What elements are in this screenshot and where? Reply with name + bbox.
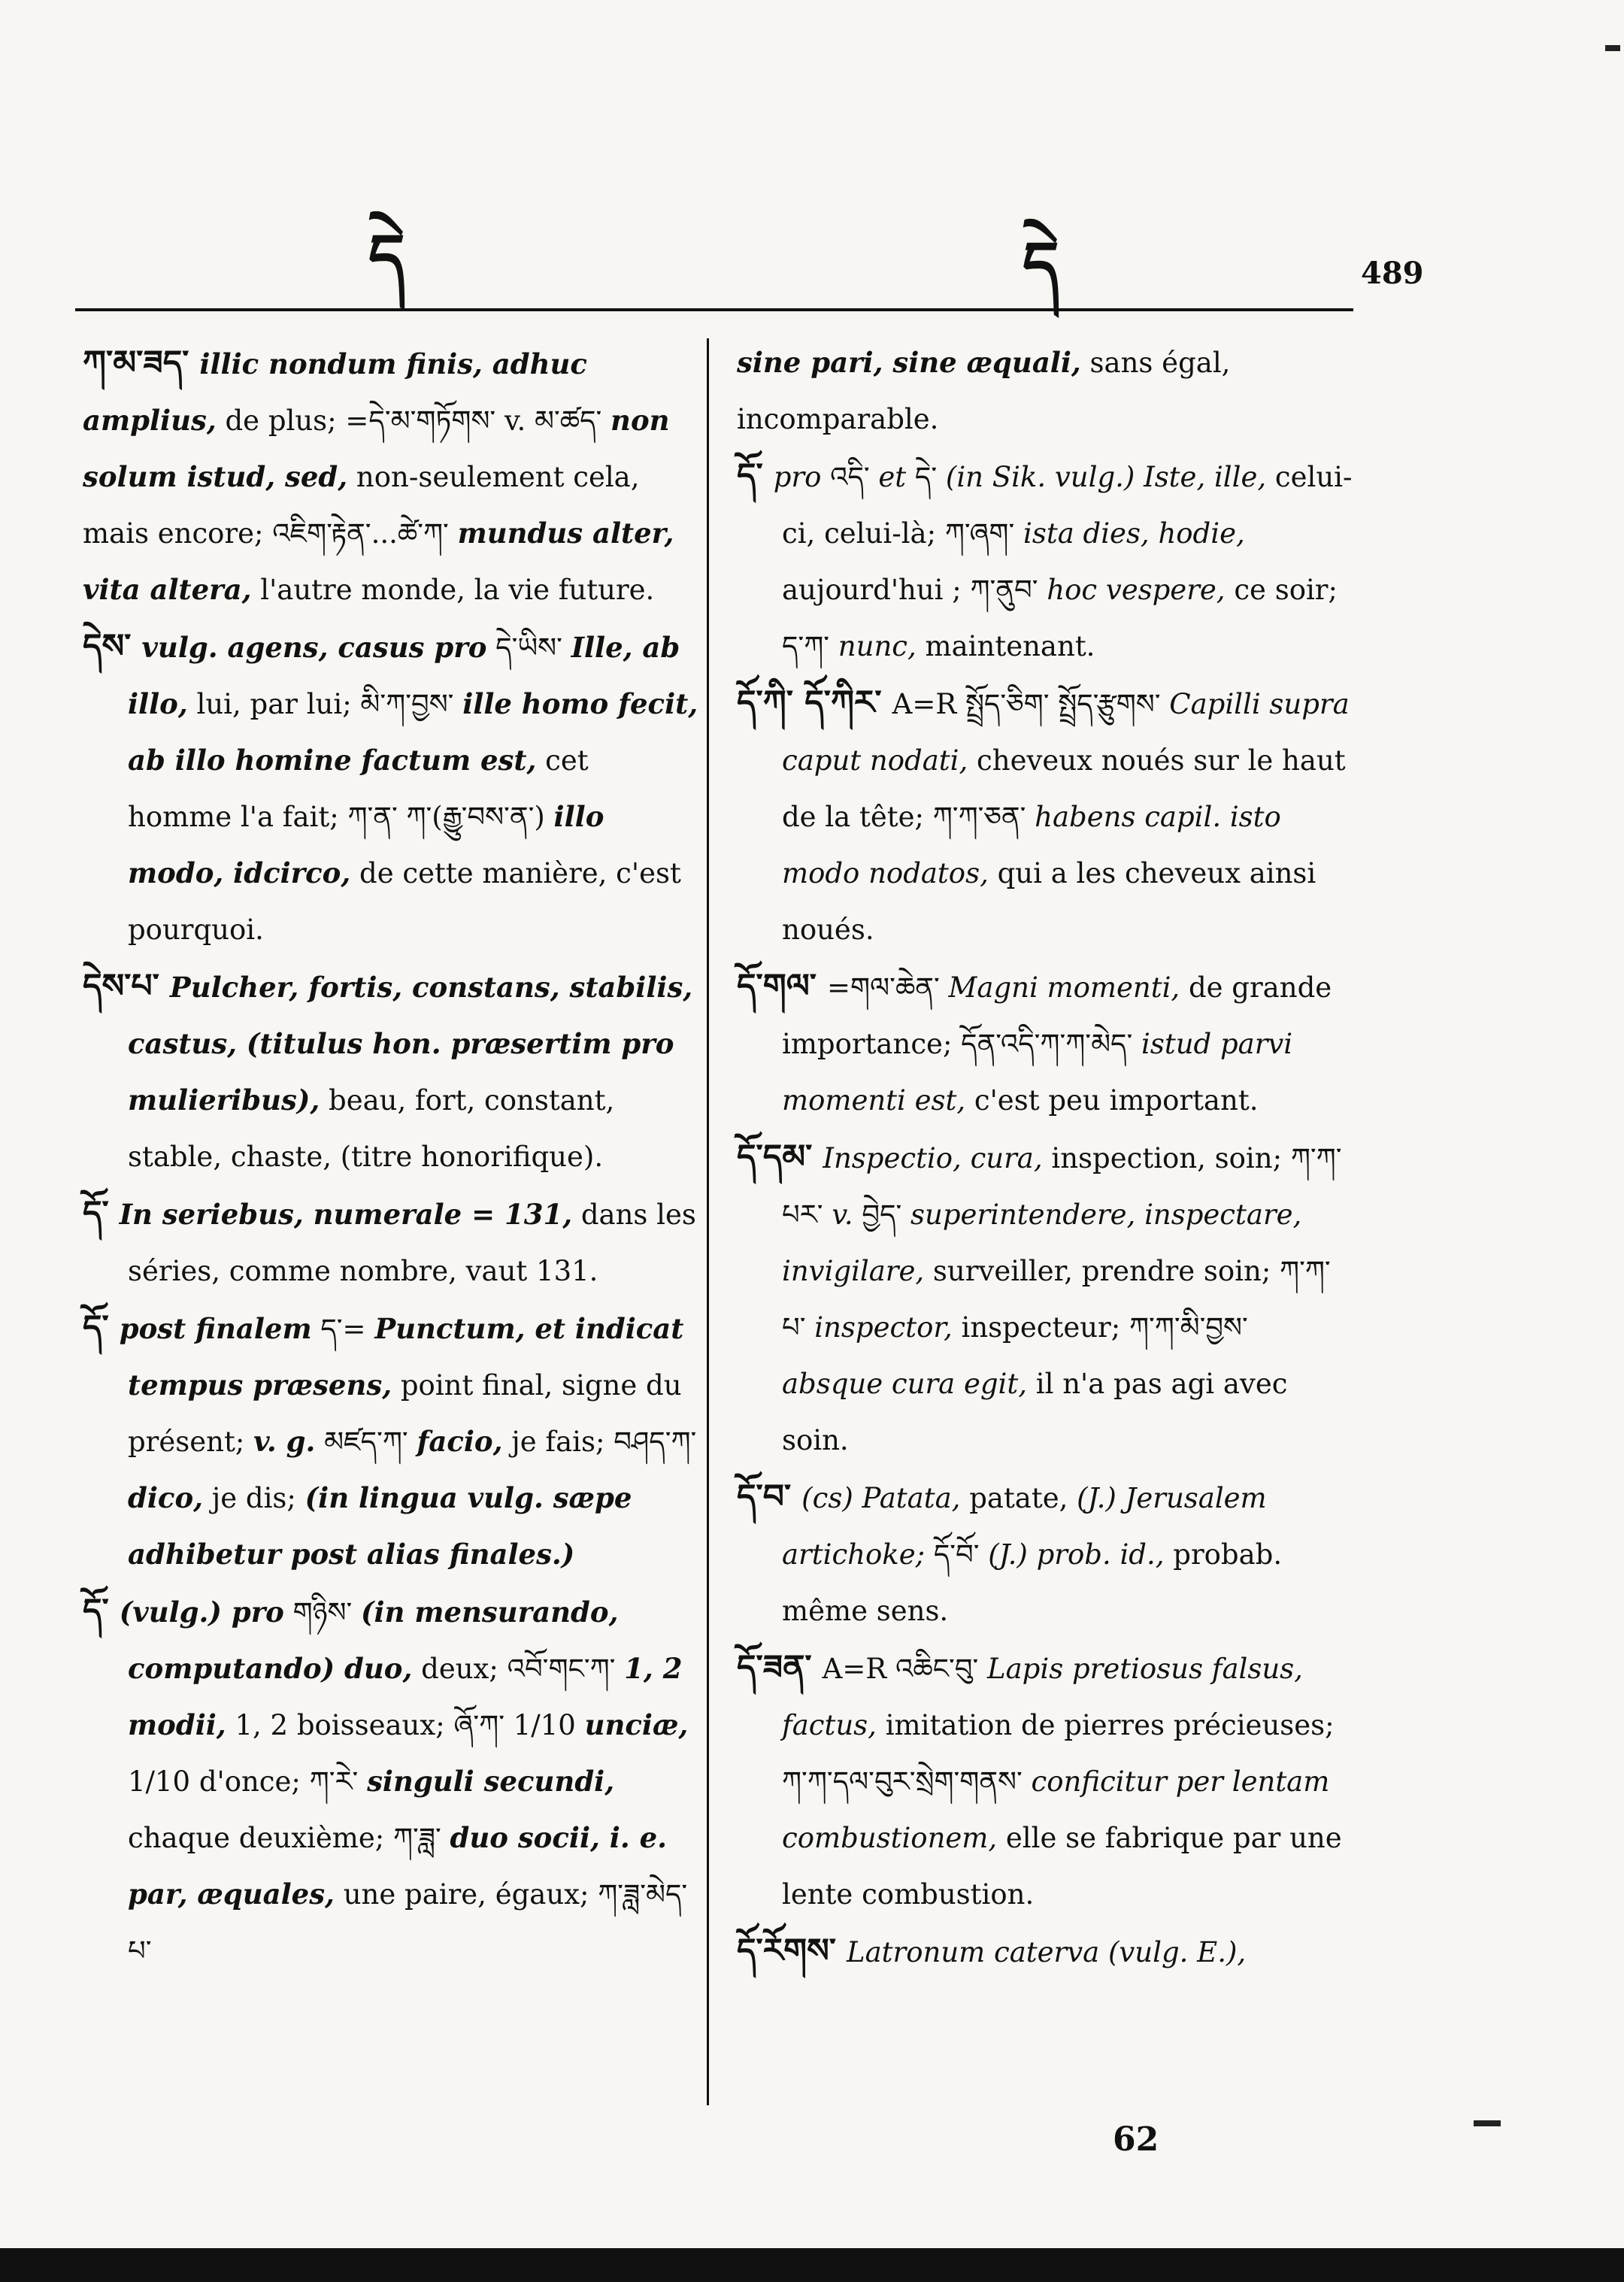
headword: དོ་ཀི་ དོ་ཀིར་	[737, 683, 882, 722]
french-gloss: དེ་ཡིས་	[486, 632, 571, 664]
french-gloss: མཛད་ཀ་	[315, 1426, 417, 1458]
dictionary-entry	[737, 1923, 1353, 1980]
margin-mark	[1474, 2120, 1501, 2126]
latin-gloss: post finalem	[119, 1312, 312, 1345]
latin-gloss: (J.) prob. id.,	[988, 1538, 1165, 1571]
latin-gloss: Capilli supra caput nodati,	[782, 688, 1350, 777]
headword: དེས་	[83, 627, 132, 665]
french-gloss: lui, par lui; མི་ཀ་བྱས་	[187, 688, 463, 720]
latin-gloss: sine pari, sine æquali,	[737, 346, 1081, 379]
dictionary-entry	[737, 958, 1353, 1129]
latin-gloss: Lapis pretiosus falsus, factus,	[782, 1653, 1303, 1741]
french-gloss: surveiller, prendre soin; ཀ་ཀ་པ་	[782, 1255, 1331, 1344]
headword: དོ་	[83, 1194, 109, 1232]
french-gloss: je fais; བཤད་ཀ་	[502, 1426, 697, 1458]
latin-gloss: Pulcher, fortis, constans, stabilis, castus, (titulus hon. præsertim pro mulieribus),	[128, 971, 693, 1117]
headword: དོ་དམ་	[737, 1138, 813, 1176]
french-gloss: A=R འཆིང་བུ་	[822, 1653, 988, 1685]
headword: དེས་པ་	[83, 967, 159, 1005]
french-gloss: je dis;	[203, 1482, 305, 1514]
french-gloss: aujourd'hui ; ཀ་ནུབ་	[782, 574, 1047, 606]
french-gloss: cheveux noués sur le haut de la tête; ཀ་ཀ་ཅན་	[782, 744, 1346, 833]
latin-gloss: non solum istud, sed,	[83, 404, 670, 493]
headword: དོ་	[737, 456, 763, 495]
dictionary-entry	[83, 1583, 699, 1979]
latin-gloss: v.	[832, 1199, 853, 1231]
latin-gloss: hoc vespere,	[1047, 574, 1226, 606]
latin-gloss: Magni momenti,	[948, 971, 1180, 1004]
latin-gloss: et	[878, 461, 907, 493]
headword: དོ་བ་	[737, 1477, 792, 1516]
latin-gloss: facio,	[417, 1425, 503, 1458]
french-gloss: beau, fort, constant, stable, chaste, (titre honorifique).	[128, 1084, 615, 1173]
latin-gloss: illic nondum finis, adhuc amplius,	[83, 347, 587, 437]
french-gloss: ད་=	[311, 1313, 375, 1345]
latin-gloss: pro	[773, 461, 822, 493]
latin-gloss: mundus alter, vita altera,	[83, 517, 674, 606]
french-gloss: inspection, soin; ཀ་ཀ་པར་	[782, 1142, 1342, 1231]
french-gloss: l'autre monde, la vie future.	[251, 574, 655, 606]
latin-gloss: 1, 2 modii,	[128, 1652, 683, 1741]
continued-entry	[83, 335, 699, 618]
latin-gloss: Latronum caterva (vulg. E.),	[847, 1936, 1247, 1968]
dictionary-entry	[737, 447, 1353, 674]
folio: 62	[1113, 2120, 1159, 2159]
latin-gloss: v. g.	[253, 1425, 316, 1458]
french-gloss: A=R སྤྲོད་ཅིག་ སྤྲོད་རྩུགས་	[892, 688, 1170, 720]
dictionary-entry	[83, 618, 699, 958]
french-gloss: དོ་བོ་	[925, 1538, 989, 1571]
french-gloss: elle se fabrique par une lente combustion.	[782, 1822, 1342, 1911]
latin-gloss: illo modo, idcirco,	[128, 800, 604, 889]
latin-gloss: absque cura egit,	[782, 1368, 1028, 1400]
latin-gloss: Punctum, et indicat tempus præsens,	[128, 1312, 684, 1402]
french-gloss: de grande importance; དོན་འདི་ཀ་ཀ་མེད་	[782, 971, 1332, 1060]
latin-gloss: istud parvi momenti est,	[782, 1028, 1293, 1117]
right-column	[737, 335, 1353, 1980]
latin-gloss: (in Sik. vulg.) Iste, ille,	[945, 461, 1267, 493]
french-gloss: བྱེད་	[853, 1199, 911, 1231]
french-gloss: འདི་	[821, 461, 879, 493]
latin-gloss: (cs) Patata,	[801, 1482, 961, 1514]
latin-gloss: Inspectio, cura,	[823, 1142, 1043, 1174]
latin-gloss: singuli secundi,	[367, 1765, 615, 1798]
french-gloss: une paire, égaux; ཀ་ཟླ་མེད་པ་	[128, 1878, 688, 1967]
left-running-head: དེ	[368, 220, 405, 294]
french-gloss: de cette manière, c'est pourquoi.	[128, 857, 681, 946]
french-gloss: cet homme l'a fait; ཀ་ན་ ཀ་(རྒྱུ་བས་ན་)	[128, 744, 589, 833]
french-gloss: il n'a pas agi avec soin.	[782, 1368, 1288, 1456]
french-gloss: non-seulement cela, mais encore; འཇིག་རྟེན་...ཚེ་ཀ་	[83, 461, 640, 550]
dictionary-entry	[83, 1299, 699, 1583]
latin-gloss: vulg. agens, casus pro	[141, 631, 487, 664]
french-gloss: chaque deuxième; ཀ་ཟླ་	[128, 1822, 450, 1854]
latin-gloss: (vulg.) pro	[119, 1596, 284, 1629]
continued-entry	[737, 335, 1353, 447]
latin-gloss: dico,	[128, 1481, 204, 1514]
latin-gloss: unciæ,	[584, 1708, 689, 1741]
french-gloss: de plus; =དེ་མ་གཏོགས་ v. མ་ཚད་	[216, 405, 611, 437]
headword: དོ་རོགས་	[737, 1932, 837, 1970]
latin-gloss: (in mensurando, computando) duo,	[128, 1596, 619, 1685]
dictionary-entry	[83, 1185, 699, 1299]
french-gloss: celui-ci, celui-là; ཀ་ཞག་	[782, 461, 1353, 550]
latin-gloss: Ille, ab illo,	[128, 631, 680, 720]
headword: ཀ་མ་ཟད་	[83, 344, 189, 382]
latin-gloss: ista dies, hodie,	[1023, 517, 1245, 550]
latin-gloss: superintendere, inspectare, invigilare,	[782, 1199, 1302, 1287]
page-number: 489	[1361, 256, 1424, 291]
french-gloss: ce soir; ད་ཀ་	[782, 574, 1338, 662]
headword: དོ་	[83, 1592, 109, 1630]
left-column	[83, 335, 699, 1979]
french-gloss: dans les séries, comme nombre, vaut 131.	[128, 1199, 696, 1287]
latin-gloss: conficitur per lentam combustionem,	[782, 1765, 1330, 1854]
french-gloss: patate,	[960, 1482, 1077, 1514]
french-gloss: 1/10 d'once; ཀ་རེ་	[128, 1765, 368, 1798]
header-rule	[75, 308, 1353, 311]
latin-gloss: (J.) Jerusalem artichoke;	[782, 1482, 1267, 1571]
headword: དོ་	[83, 1308, 109, 1347]
french-gloss: deux; འབོ་གང་ཀ་	[412, 1653, 625, 1685]
headword: དོ་གལ་	[737, 967, 817, 1005]
latin-gloss: nunc,	[838, 630, 917, 662]
french-gloss: probab. même sens.	[782, 1538, 1283, 1627]
dictionary-entry	[83, 958, 699, 1185]
dictionary-entry	[737, 1468, 1353, 1639]
latin-gloss: ille homo fecit, ab illo homine factum est,	[128, 687, 698, 777]
french-gloss: maintenant.	[916, 630, 1095, 662]
french-gloss: c'est peu important.	[965, 1084, 1259, 1117]
french-gloss: =གལ་ཆེན་	[827, 971, 949, 1004]
french-gloss: གཉིས་	[283, 1596, 361, 1629]
french-gloss: qui a les cheveux ainsi noués.	[782, 857, 1316, 946]
french-gloss: sans égal, incomparable.	[737, 347, 1231, 435]
latin-gloss: duo socii, i. e. par, æquales,	[128, 1821, 667, 1911]
right-running-head: དེ	[1023, 227, 1059, 302]
dictionary-entry	[737, 1639, 1353, 1923]
french-gloss: imitation de pierres précieuses; ཀ་ཀ་དལ་བུར་སྲེག་གནས་	[782, 1709, 1335, 1798]
latin-gloss: (in lingua vulg. sæpe adhibetur post alias finales.)	[128, 1481, 632, 1571]
dictionary-entry	[737, 1129, 1353, 1468]
french-gloss: inspecteur; ཀ་ཀ་མི་བྱས་	[952, 1311, 1248, 1344]
dictionary-entry	[737, 674, 1353, 958]
french-gloss: point final, signe du présent;	[128, 1369, 682, 1458]
french-gloss: དེ་	[906, 461, 946, 493]
corner-mark	[1605, 45, 1620, 51]
latin-gloss: habens capil. isto modo nodatos,	[782, 801, 1281, 889]
latin-gloss: In seriebus, numerale = 131,	[119, 1198, 573, 1231]
headword: དོ་ཟན་	[737, 1648, 812, 1686]
latin-gloss: inspector,	[814, 1311, 953, 1344]
french-gloss: 1, 2 boisseaux; ཞོ་ཀ་ 1/10	[226, 1709, 585, 1741]
scan-bottom-edge	[0, 2248, 1624, 2282]
column-divider	[707, 338, 709, 2105]
